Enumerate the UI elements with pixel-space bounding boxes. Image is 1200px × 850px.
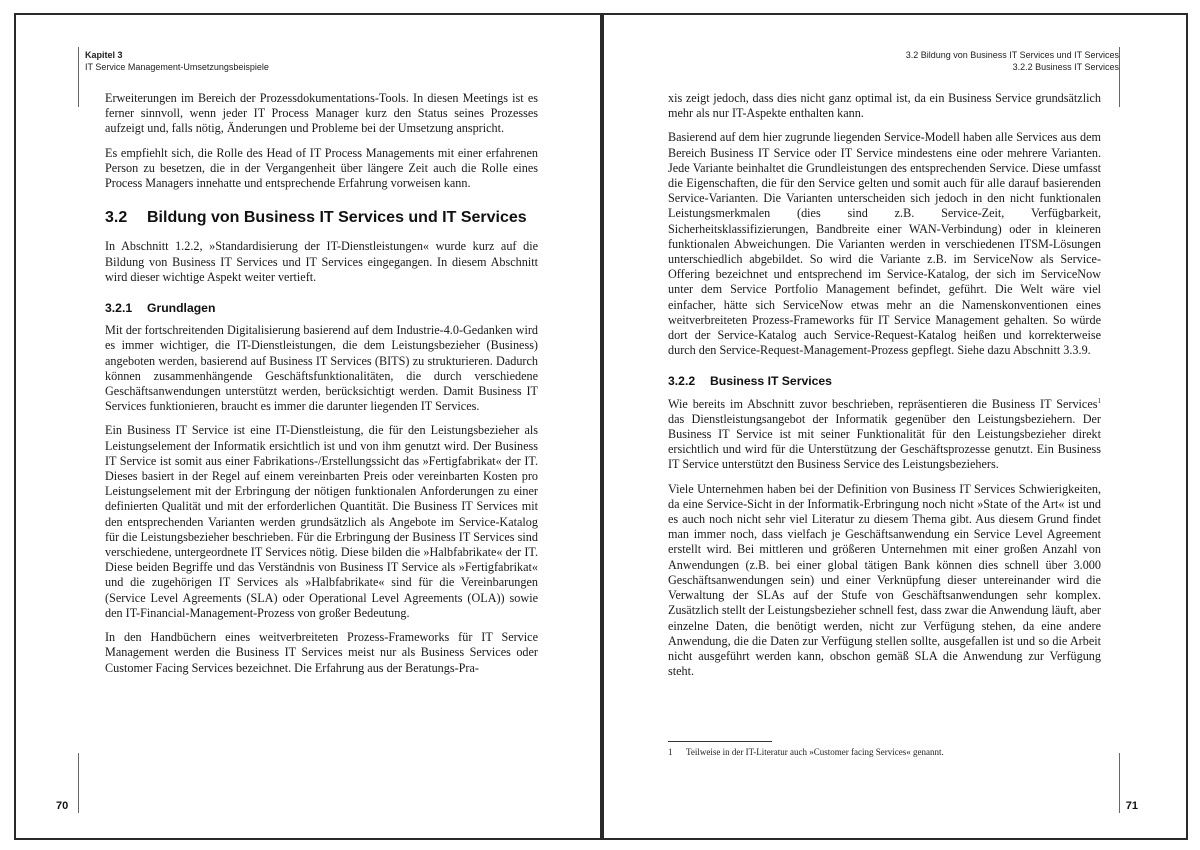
paragraph-text: Wie bereits im Abschnitt zuvor beschrieben, repräsentieren die Business IT Services — [668, 396, 1098, 411]
margin-rule-top — [1119, 47, 1120, 107]
header-section-ref: 3.2 Bildung von Business IT Services und IT Services — [905, 50, 1119, 60]
footnote — [668, 746, 1101, 758]
right-page — [602, 13, 1188, 840]
paragraph: Mit der fortschreitenden Digitalisierung basierend auf dem Industrie-4.0-Gedanken wird es immer wichtiger, die IT-Dienstleistungen, die dem Leistungsbezieher (Business) angeboten werden, basierend auf Business IT Services (BITS) zu strukturieren. Dadurch können zusammenhängende Geschäftsfunktionalitäten, die durch verschiedene Geschäftsanwendungen unterstützt werden, berücksichtigt werden. Damit Business IT Services funktionieren, braucht es immer die darunter liegenden IT Services. — [105, 323, 538, 414]
paragraph: In den Handbüchern eines weitverbreiteten Prozess-Frameworks für IT Service Management werden die Business IT Services meist nur als Business Services oder Customer Facing Services bezeichnet. Die Erfahrung aus der Beratungs-Pra- — [105, 630, 538, 675]
margin-rule-bottom — [1119, 753, 1120, 813]
left-page — [14, 13, 602, 840]
paragraph: Erweiterungen im Bereich der Prozessdokumentations-Tools. In diesen Meetings ist es ferner sinnvoll, wenn jeder IT Process Manager kurz den Status seines Prozesses aufzeigt und, falls nötig, Änderungen und Probleme bei der Umsetzung anspricht. — [105, 91, 538, 136]
paragraph: In Abschnitt 1.2.2, »Standardisierung der IT-Dienstleistungen« wurde kurz auf die Bildung von Business IT Services und IT Services eingegangen. In diesem Abschnitt wird dieser wichtige Aspekt weiter vertieft. — [105, 239, 538, 284]
margin-rule-top — [78, 47, 79, 107]
footnote-divider — [668, 741, 772, 742]
header-subsection-ref: 3.2.2 Business IT Services — [1012, 62, 1119, 72]
header-chapter: Kapitel 3 — [85, 50, 123, 60]
subsection-title: Grundlagen — [147, 301, 216, 316]
page-number-left: 70 — [56, 800, 69, 812]
subsection-title: Business IT Services — [710, 374, 832, 389]
paragraph: Viele Unternehmen haben bei der Definition von Business IT Services Schwierigkeiten, da eine Service-Sicht in der Informatik-Erbringung noch nicht »State of the Art« ist und es auch noch nicht sehr viel Literatur zu diesem Thema gibt. Aus diesem Grund findet man immer noch, dass vielfach je Geschäftsanwendung ein Service Level Agreement erstellt wird. Bei mittleren und größeren Unternehmen mit einer großen Anzahl von Anwendungen (z.B. bei einer global tätigen Bank können dies schnell über 3.000 Geschäftsanwendungen sein) und einer Verknüpfung dieser untereinander wird die Verwaltung der SLAs auf der Stufe von Geschäftsanwendungen sehr komplex. Zusätzlich stellt der Leistungsbezieher schnell fest, dass zwar die Anwendung läuft, aber einzelne Daten, die benötigt werden, nicht zur Verfügung stehen, da eine andere Anwendung, die die Daten zur Verfügung stellen sollte, ausgefallen ist und so die Arbeit nicht ausgeführt werden kann, obschon gemäß SLA die Anwendung zur Verfügung steht. — [668, 481, 1101, 679]
running-header-left — [85, 49, 269, 73]
running-header-right — [906, 49, 1119, 73]
footnote-reference[interactable]: 1 — [1097, 396, 1101, 405]
paragraph-text: das Dienstleistungsangebot der Informatik gegenüber den Leistungsbeziehern. Der Business IT Service ist mit seiner Funktionalität für den Leistungsbezieher direkt ersichtlich und wird für die Unterstützung der Geschäftsprozesse genutzt. Ein Business IT Service unterstützt den Business Service des Leistungsbeziehers. — [668, 411, 1101, 472]
left-body-text — [105, 91, 538, 685]
subsection-number: 3.2.1 — [105, 301, 133, 316]
paragraph: Ein Business IT Service ist eine IT-Dienstleistung, die für den Leistungsbezieher als Leistungselement der Informatik ersichtlich ist und von ihm genutzt wird. Der Business IT Service ist somit aus einer Fabrikations-/Erstellungssicht das »Fertigfabrikat« der IT. Dieses basiert in der Regel auf einem vereinbarten Preis oder vereinbarten Kosten pro Leistungselement mit der Erbringung der nötigen funktionalen Anforderungen zu einer definierten Qualität und mit der erforderlichen Quantität. Die Business IT Services mit den entsprechenden Varianten werden grundsätzlich als Angebote im Service-Katalog für die Leistungsbezieher beschrieben. Für die Erbringung der Business IT Services sind verschiedene, untergeordnete IT Services nötig. Diese bilden die »Halbfabrikate« der IT. Diese beiden Begriffe und das Verständnis von Business IT Service als »Fertigfabrikat« und die zugehörigen IT Services als »Halbfabrikate« sind für die Vereinbarungen (Service Level Agreements (SLA) oder Operational Level Agreements (OLA)) sowie den IT-Financial-Management-Prozess von großer Bedeutung. — [105, 423, 538, 620]
margin-rule-bottom — [78, 753, 79, 813]
footnote-text: Teilweise in der IT-Literatur auch »Customer facing Services« genannt. — [686, 747, 944, 757]
header-chapter-title: IT Service Management-Umsetzungsbeispiele — [85, 62, 269, 72]
paragraph: Basierend auf dem hier zugrunde liegenden Service-Modell haben alle Services aus dem Bereich Business IT Service oder IT Service mindestens eine oder mehrere Varianten. Jede Variante beinhaltet die Grundleistungen des entsprechenden Service. Diese umfasst die Eigenschaften, die für den Service gelten und somit auch für alle darauf basierenden Service-Varianten. Die Varianten unterscheiden sich jedoch in den nicht funktionalen Leistungsmerkmalen (dies sind z.B. Service-Zeit, Verfügbarkeit, Sicherheitsklassifizierungen, Bandbreite einer WAN-Verbindung) oder in kleineren funktionalen Abweichungen. Die Varianten werden in verschiedenen ITSM-Lösungen unterschiedlich abgebildet. So wird die Variante z.B. im ServiceNow als Service-Offering bezeichnet und entsprechend im Service-Katalog, der sich im ServiceNow unter dem Service Portfolio Management befindet, geführt. Die Welt wäre viel einfacher, hätte sich ServiceNow etwas mehr an die Namenskonventionen eines weitverbreiteten Prozess-Frameworks für IT Service Management gehalten. So würde dort der Service-Katalog auch Service-Request-Katalog heißen und korrekterweise durch den Service-Request-Management-Prozess gepflegt. Siehe dazu Abschnitt 3.3.9. — [668, 130, 1101, 358]
page-number-right: 71 — [1125, 800, 1138, 812]
paragraph — [668, 397, 1101, 473]
paragraph: Es empfiehlt sich, die Rolle des Head of IT Process Managements mit einer erfahrenen Person zu besetzen, die in der Vergangenheit über längere Zeit auch die Rolle eines Process Managers innehatte und entsprechende Erfahrung vorweisen kann. — [105, 145, 538, 191]
footnote-number: 1 — [668, 747, 673, 757]
right-body-text — [668, 91, 1101, 688]
subsection-heading — [668, 374, 1101, 389]
subsection-heading — [105, 301, 538, 316]
section-heading — [105, 210, 538, 225]
section-number: 3.2 — [105, 209, 128, 227]
paragraph: xis zeigt jedoch, dass dies nicht ganz optimal ist, da ein Business Service grundsätzlich mehr als nur IT-Aspekte enthalten kann. — [668, 91, 1101, 121]
subsection-number: 3.2.2 — [668, 374, 696, 389]
section-title: Bildung von Business IT Services und IT Services — [147, 209, 527, 227]
